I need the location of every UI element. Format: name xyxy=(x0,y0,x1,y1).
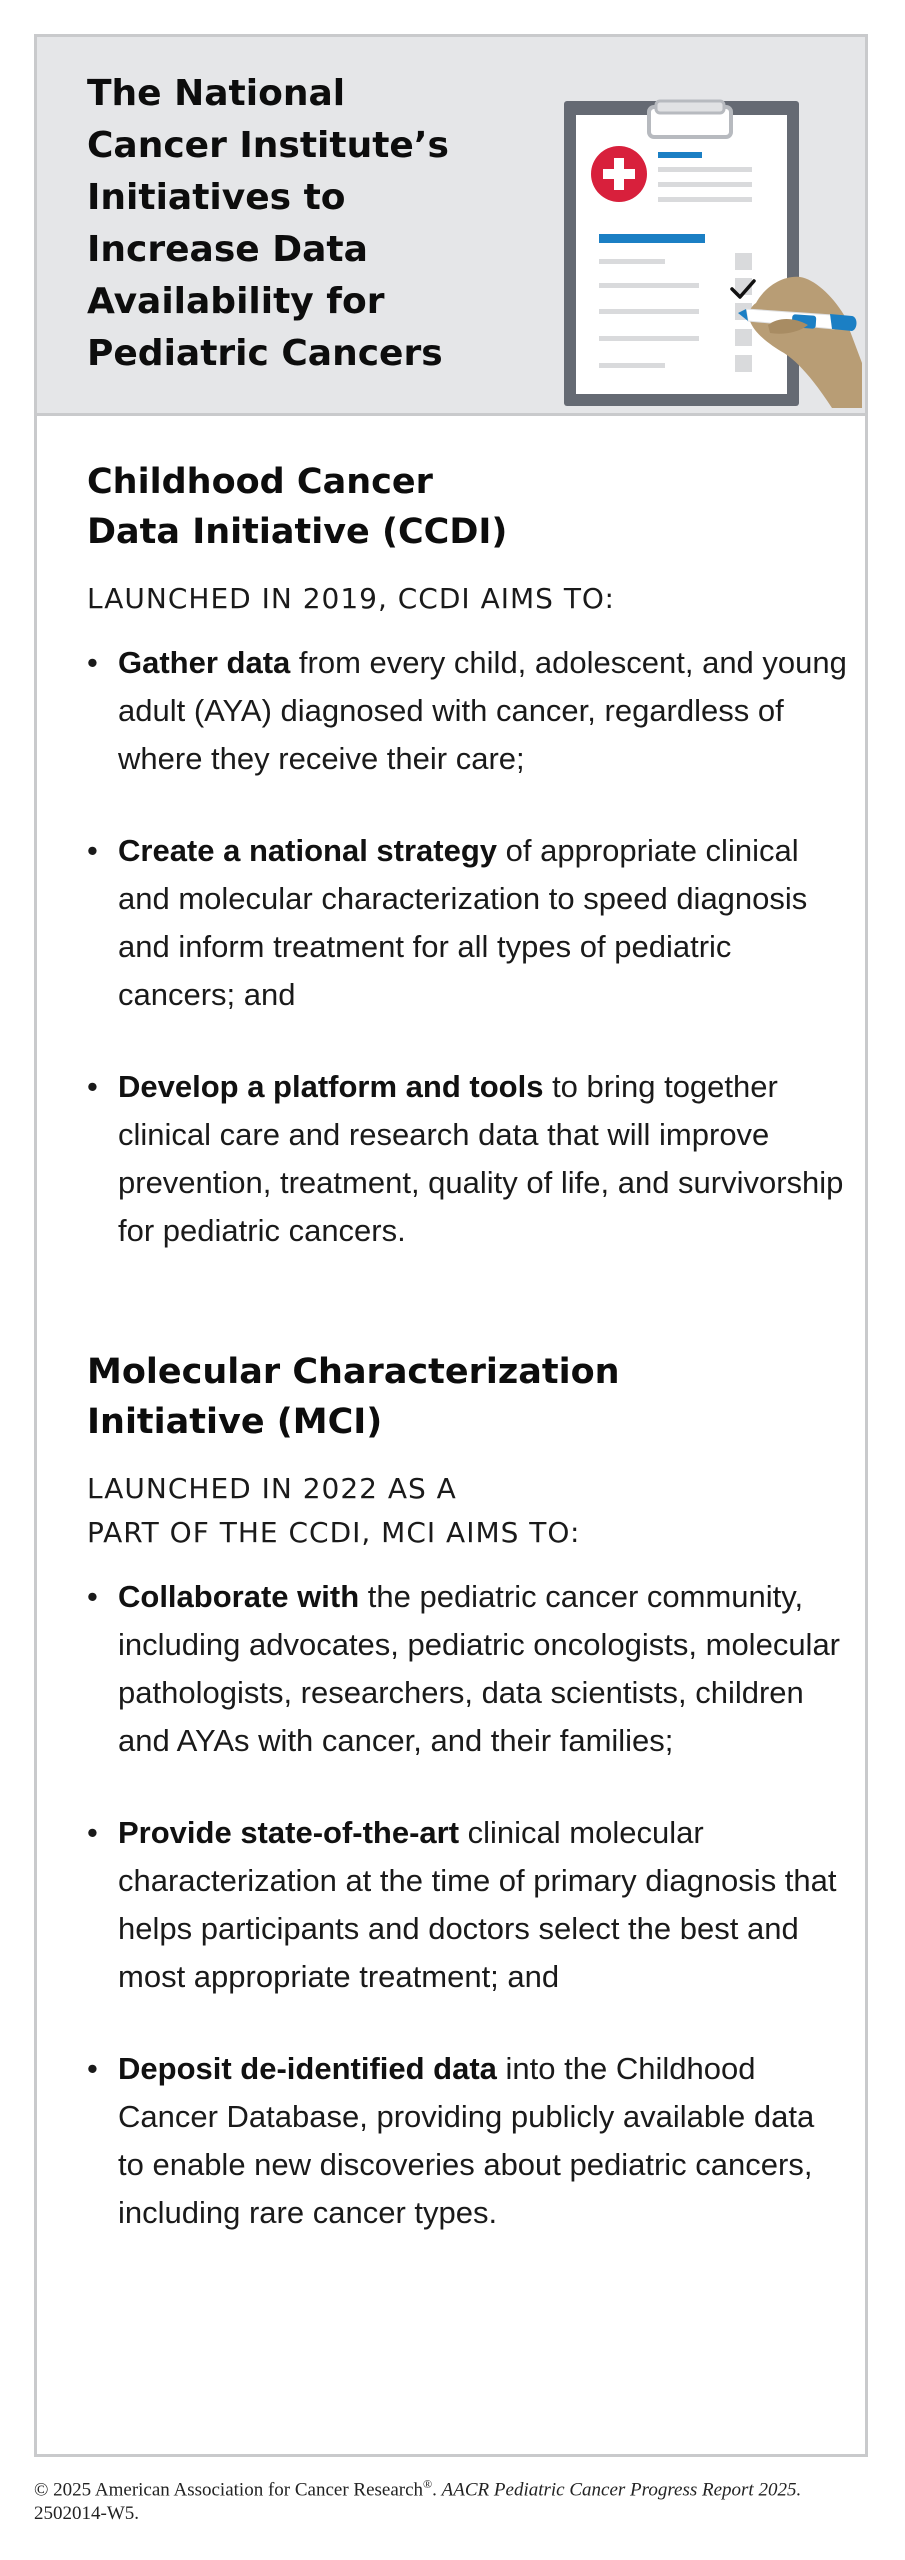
item-text: of appropriate clinical and molecular characterization to speed diagnosis and inform treatment for all types of pediatric cancers; and xyxy=(118,833,808,1012)
mci-title xyxy=(87,1347,847,1447)
ccdi-subtitle-line: LAUNCHED IN 2019, CCDI AIMS TO: xyxy=(87,582,615,615)
footer-credit xyxy=(34,2472,884,2526)
list-item xyxy=(87,2045,847,2237)
bullet: • xyxy=(87,1815,98,1850)
list-item xyxy=(87,827,847,1019)
publication-title: AACR Pediatric Cancer Progress Report 2025. xyxy=(441,2479,802,2501)
copyright-text: © 2025 American Association for Cancer Research xyxy=(34,2479,424,2501)
panel-header xyxy=(37,37,865,416)
item-text: to bring together clinical care and research data that will improve prevention, treatment, quality of life, and survivorship for pediatric cancers. xyxy=(118,1069,844,1248)
item-lead: Provide state-of-the-art xyxy=(118,1815,460,1850)
ccdi-aims-list xyxy=(87,639,847,1255)
item-text: the pediatric cancer community, including advocates, pediatric oncologists, molecular pathologists, researchers, data scientists, children and AYAs with cancer, and their families; xyxy=(118,1579,841,1758)
ccdi-subtitle xyxy=(87,577,847,621)
item-lead: Deposit de-identified data xyxy=(118,2051,497,2086)
report-code: 2502014-W5. xyxy=(34,2503,140,2525)
list-item xyxy=(87,1573,847,1765)
page-title-line: The National xyxy=(87,73,346,114)
mci-subtitle xyxy=(87,1467,847,1555)
panel-body xyxy=(87,457,847,2237)
item-text: into the Childhood Cancer Database, providing publicly available data to enable new discoveries about pediatric cancers, including rare cancer types. xyxy=(118,2051,815,2230)
mci-aims-list xyxy=(87,1573,847,2237)
mci-subtitle-line: LAUNCHED IN 2022 AS A xyxy=(87,1472,457,1505)
page-title-line: Pediatric Cancers xyxy=(87,333,443,374)
footer-separator: . xyxy=(432,2479,442,2501)
info-panel xyxy=(34,34,868,2457)
ccdi-title-line: Data Initiative (CCDI) xyxy=(87,512,508,552)
bullet: • xyxy=(87,2051,98,2086)
page-title-line: Initiatives to xyxy=(87,177,346,218)
mci-title-line: Molecular Characterization xyxy=(87,1352,620,1392)
bullet: • xyxy=(87,1069,98,1104)
registered-mark: ® xyxy=(423,2477,433,2491)
item-text: clinical molecular characterization at the time of primary diagnosis that helps participants and doctors select the best and most appropriate treatment; and xyxy=(118,1815,837,1994)
ccdi-section xyxy=(87,457,847,1255)
clipboard-checklist-icon xyxy=(532,63,862,408)
page-title xyxy=(87,68,507,380)
mci-section xyxy=(87,1347,847,2237)
page-title-line: Availability for xyxy=(87,281,385,322)
item-lead: Develop a platform and tools xyxy=(118,1069,544,1104)
bullet: • xyxy=(87,645,98,680)
item-text: from every child, adolescent, and young adult (AYA) diagnosed with cancer, regardless of where they receive their care; xyxy=(118,645,847,776)
item-lead: Create a national strategy xyxy=(118,833,498,868)
page-title-line: Cancer Institute’s xyxy=(87,125,449,166)
bullet: • xyxy=(87,833,98,868)
mci-title-line: Initiative (MCI) xyxy=(87,1402,383,1442)
page-title-line: Increase Data xyxy=(87,229,368,270)
list-item xyxy=(87,1063,847,1255)
list-item xyxy=(87,639,847,783)
ccdi-title-line: Childhood Cancer xyxy=(87,462,433,502)
mci-subtitle-line: PART OF THE CCDI, MCI AIMS TO: xyxy=(87,1516,581,1549)
list-item xyxy=(87,1809,847,2001)
bullet: • xyxy=(87,1579,98,1614)
ccdi-title xyxy=(87,457,847,557)
item-lead: Gather data xyxy=(118,645,291,680)
item-lead: Collaborate with xyxy=(118,1579,360,1614)
